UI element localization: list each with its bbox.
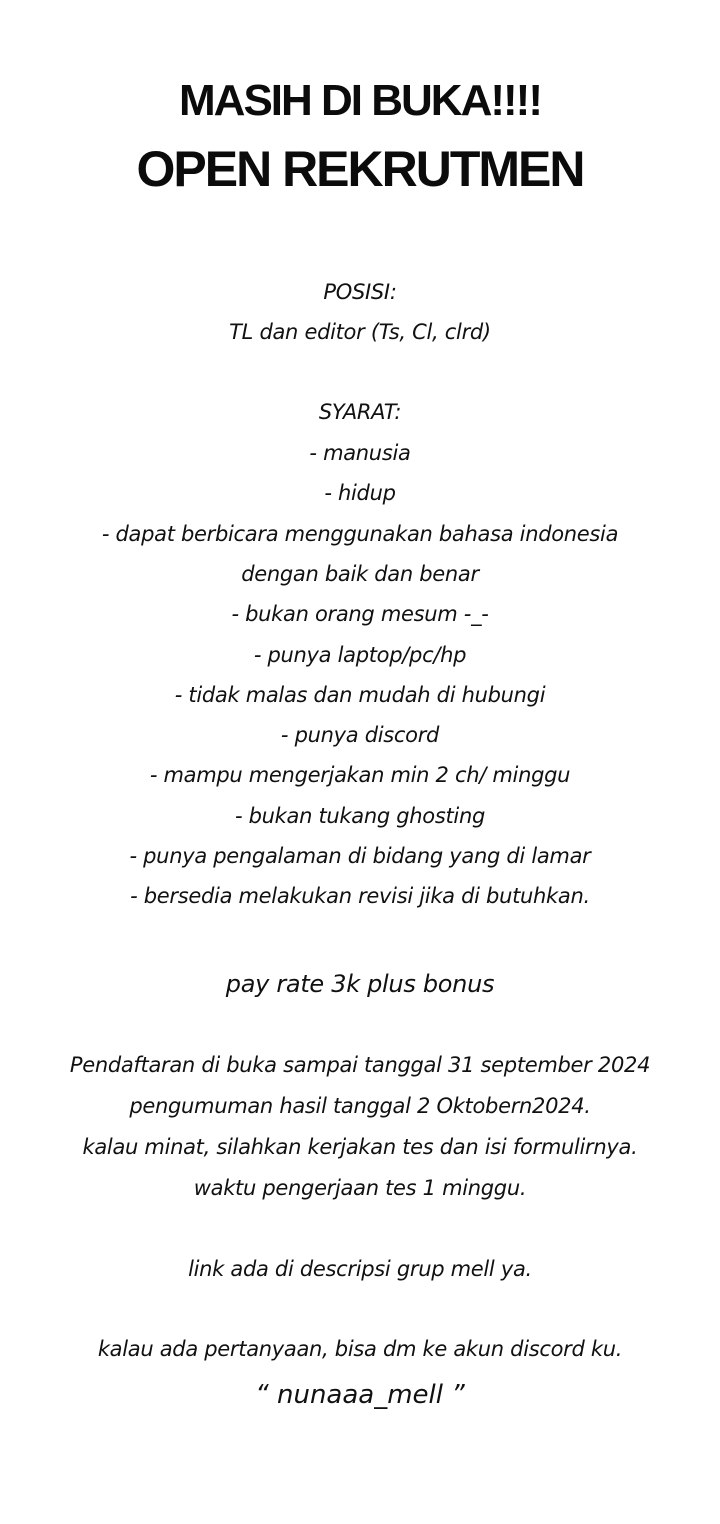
syarat-item: - dapat berbicara menggunakan bahasa indonesia — [101, 522, 619, 546]
link-note: link ada di descripsi grup mell ya. — [188, 1257, 532, 1281]
syarat-item: - punya laptop/pc/hp — [253, 643, 467, 667]
syarat-item: - manusia — [309, 441, 411, 465]
contact-note: kalau ada pertanyaan, bisa dm ke akun discord ku. — [97, 1337, 623, 1361]
syarat-item: - mampu mengerjakan min 2 ch/ minggu — [149, 763, 571, 787]
heading-open-recruitment: OPEN REKRUTMEN — [136, 141, 584, 197]
syarat-label: SYARAT: — [318, 400, 402, 424]
syarat-item: - bukan orang mesum -_- — [231, 602, 489, 626]
syarat-item: dengan baik dan benar — [241, 562, 479, 586]
syarat-item: - bersedia melakukan revisi jika di butuhkan. — [130, 884, 590, 908]
syarat-item: - tidak malas dan mudah di hubungi — [174, 683, 546, 707]
info-line: waktu pengerjaan tes 1 minggu. — [193, 1176, 527, 1200]
syarat-item: - bukan tukang ghosting — [234, 804, 486, 828]
info-line: Pendaftaran di buka sampai tanggal 31 september 2024 — [69, 1053, 651, 1077]
syarat-item: - hidup — [324, 481, 396, 505]
info-line: kalau minat, silahkan kerjakan tes dan isi formulirnya. — [82, 1135, 638, 1159]
posisi-value: TL dan editor (Ts, Cl, clrd) — [229, 320, 491, 344]
syarat-item: - punya pengalaman di bidang yang di lamar — [129, 844, 591, 868]
discord-handle: “ nunaaa_mell ” — [255, 1380, 465, 1410]
posisi-label: POSISI: — [323, 280, 397, 304]
syarat-item: - punya discord — [280, 723, 440, 747]
info-line: pengumuman hasil tanggal 2 Oktobern2024. — [129, 1094, 591, 1118]
heading-still-open: MASIH DI BUKA!!!! — [179, 76, 541, 125]
pay-rate: pay rate 3k plus bonus — [225, 970, 495, 998]
